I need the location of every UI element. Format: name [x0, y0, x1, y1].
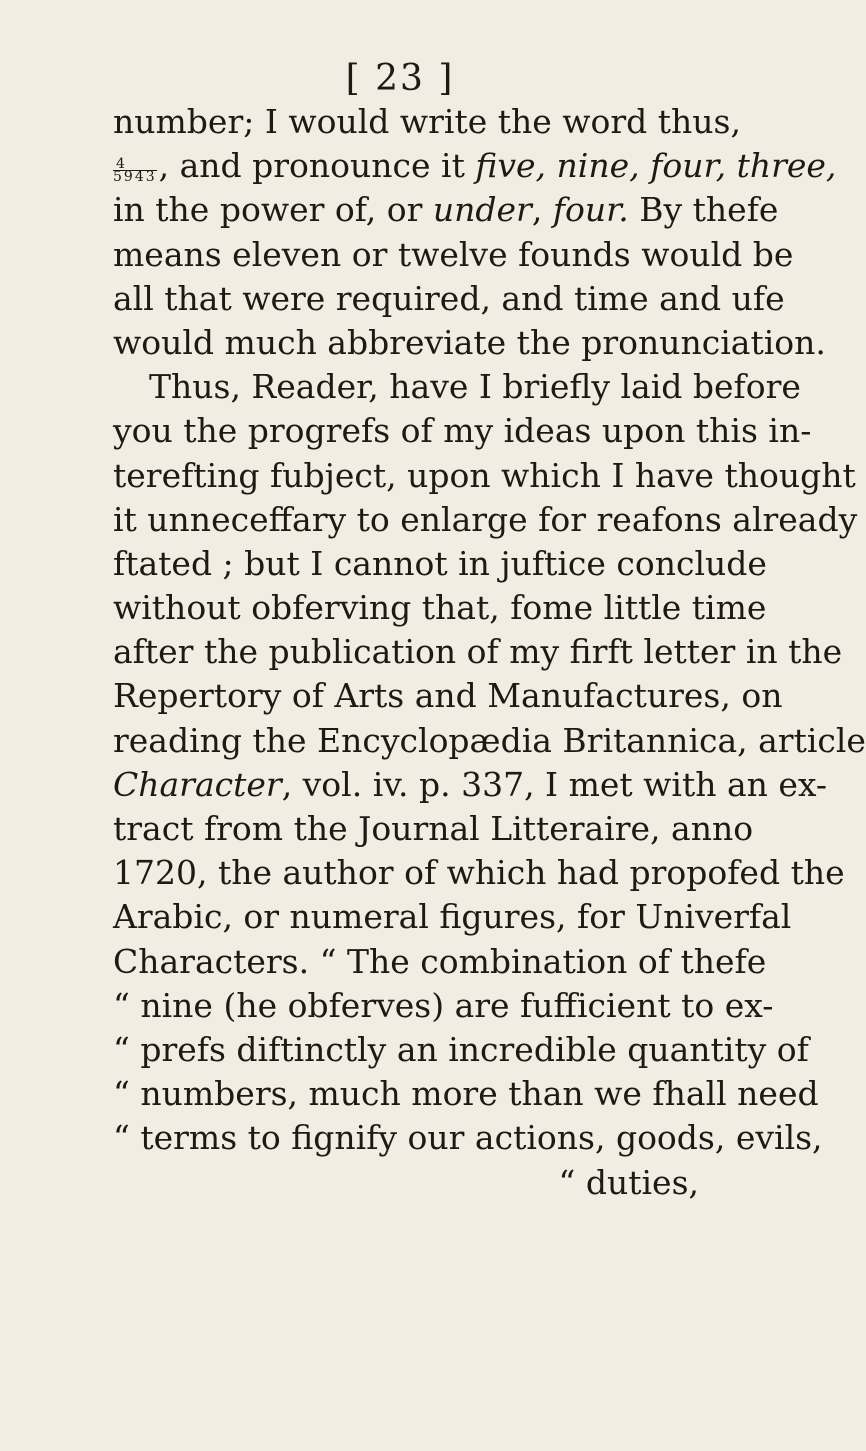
text-line: Thus, Reader, have I briefly laid before	[149, 367, 801, 407]
text-line: it unneceffary to enlarge for reafons already	[113, 499, 858, 539]
italic-text: five, nine, four, three,	[475, 146, 837, 186]
text-line: “ prefs diftinctly an incredible quantity of	[113, 1029, 809, 1069]
text-line: Arabic, or numeral figures, for Univerfal	[113, 897, 792, 937]
italic-text: Character	[113, 764, 282, 804]
text-line: all that were required, and time and ufe	[113, 278, 785, 318]
text-line: without obferving that, fome little time	[113, 588, 767, 628]
text-segment: , vol. iv. p. 337, I met with an ex-	[281, 764, 828, 804]
text-line: Repertory of Arts and Manufactures, on	[113, 676, 783, 716]
text-line: after the publication of my firft letter in the	[113, 632, 843, 672]
catchword-line: “ duties,	[558, 1162, 699, 1202]
text-line: “ numbers, much more than we fhall need	[113, 1074, 819, 1114]
page-number: [ 23 ]	[345, 58, 455, 99]
text-line	[113, 188, 779, 232]
text-line: reading the Encyclopædia Britannica, article	[113, 720, 866, 760]
text-line: terefting fubject, upon which I have thought	[113, 455, 856, 495]
text-line: means eleven or twelve founds would be	[113, 234, 794, 274]
text-segment: ,	[531, 190, 553, 230]
italic-text: under	[432, 190, 532, 230]
text-line: ftated ; but I cannot in juftice conclude	[113, 543, 767, 583]
text-segment: , and pronounce it	[158, 146, 476, 186]
body-text	[113, 100, 866, 1205]
text-line	[113, 144, 837, 188]
text-segment: By thefe	[628, 190, 779, 230]
italic-text: four.	[552, 190, 629, 230]
fraction-denominator: 5943	[113, 169, 157, 186]
text-line: “ terms to fignify our actions, goods, evils,	[113, 1118, 823, 1158]
fraction-numerator: 4	[113, 158, 157, 171]
text-line: 1720, the author of which had propofed the	[113, 853, 845, 893]
text-line: Characters. “ The combination of thefe	[113, 941, 767, 981]
text-line: you the progrefs of my ideas upon this in-	[113, 411, 812, 451]
text-line: “ nine (he obferves) are fufficient to ex-	[113, 985, 774, 1025]
text-line: number; I would write the word thus,	[113, 102, 741, 141]
text-line: would much abbreviate the pronunciation.	[113, 322, 826, 362]
fraction	[113, 156, 157, 186]
text-line	[113, 763, 828, 807]
text-line: tract from the Journal Litteraire, anno	[113, 809, 754, 848]
text-segment: in the power of, or	[113, 190, 433, 230]
